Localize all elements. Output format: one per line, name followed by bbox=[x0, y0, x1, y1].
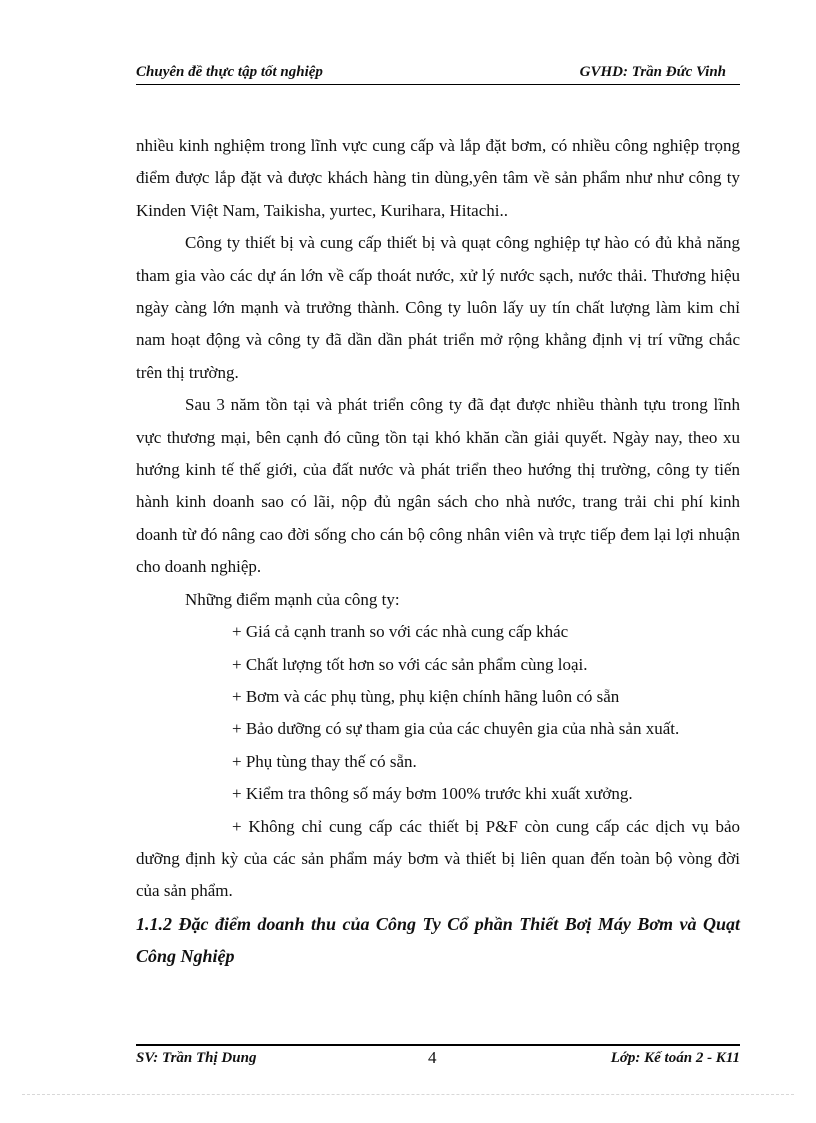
footer-class: Lớp: Kế toán 2 - K11 bbox=[610, 1050, 740, 1066]
page-number: 4 bbox=[428, 1048, 437, 1067]
footer-student: SV: Trần Thị Dung bbox=[136, 1050, 257, 1066]
strengths-intro: Những điểm mạnh của công ty: bbox=[185, 589, 400, 609]
strength-item: + Không chỉ cung cấp các thiết bị P&F còn cung cấp các dịch vụ bảo dưỡng định kỳ của các sản phẩm máy bơm và thiết bị liên quan đến toàn bộ vòng đời của sản phẩm. bbox=[136, 816, 740, 901]
strength-item: + Phụ tùng thay thế có sẵn. bbox=[232, 751, 417, 771]
paragraph-capability: Công ty thiết bị và cung cấp thiết bị và quạt công nghiệp tự hào có đủ khả năng tham gia vào các dự án lớn về cấp thoát nước, xử lý nước sạch, nước thải. Thương hiệu ngày càng lớn mạnh và trưởng thành. Công ty luôn lấy uy tín chất lượng làm kim chỉ nam hoạt động và công ty đã dần dần phát triển mở rộng khẳng định vị trí vững chắc trên thị trường. bbox=[136, 233, 740, 382]
page-footer bbox=[136, 1044, 740, 1072]
page-content bbox=[136, 130, 740, 973]
strength-item: + Kiểm tra thông số máy bơm 100% trước khi xuất xưởng. bbox=[232, 784, 633, 804]
paragraph-development: Sau 3 năm tồn tại và phát triển công ty đã đạt được nhiều thành tựu trong lĩnh vực thương mại, bên cạnh đó cũng tồn tại khó khăn cần giải quyết. Ngày nay, theo xu hướng kinh tế thế giới, của đất nước và phát triển theo hướng thị trường, công ty tiến hành kinh doanh sao có lãi, nộp đủ ngân sách cho nhà nước, trang trải chi phí kinh doanh từ đó nâng cao đời sống cho cán bộ công nhân viên và trực tiếp đem lại lợi nhuận cho doanh nghiệp. bbox=[136, 395, 740, 577]
strength-item: + Chất lượng tốt hơn so với các sản phẩm cùng loại. bbox=[232, 654, 588, 674]
paragraph-experience: nhiều kinh nghiệm trong lĩnh vực cung cấp và lắp đặt bơm, có nhiều công nghiệp trọng điểm được lắp đặt và được khách hàng tin dùng,yên tâm về sản phẩm như như công ty Kinden Việt Nam, Taikisha, yurtec, Kurihara, Hitachi.. bbox=[136, 136, 740, 220]
strength-item: + Giá cả cạnh tranh so với các nhà cung cấp khác bbox=[232, 622, 569, 642]
header-document-title: Chuyên đề thực tập tốt nghiệp bbox=[136, 64, 323, 80]
strength-item: + Bơm và các phụ tùng, phụ kiện chính hãng luôn có sẵn bbox=[232, 686, 620, 706]
header-supervisor: GVHD: Trần Đức Vinh bbox=[579, 64, 726, 80]
section-heading: 1.1.2 Đặc điểm doanh thu của Công Ty Cổ phần Thiết Bơị Máy Bơm và Quạt Công Nghiệp bbox=[136, 913, 740, 967]
page-header bbox=[136, 62, 740, 85]
strength-item: + Bảo dưỡng có sự tham gia của các chuyên gia của nhà sản xuất. bbox=[232, 719, 680, 739]
page-boundary-divider bbox=[22, 1094, 794, 1095]
